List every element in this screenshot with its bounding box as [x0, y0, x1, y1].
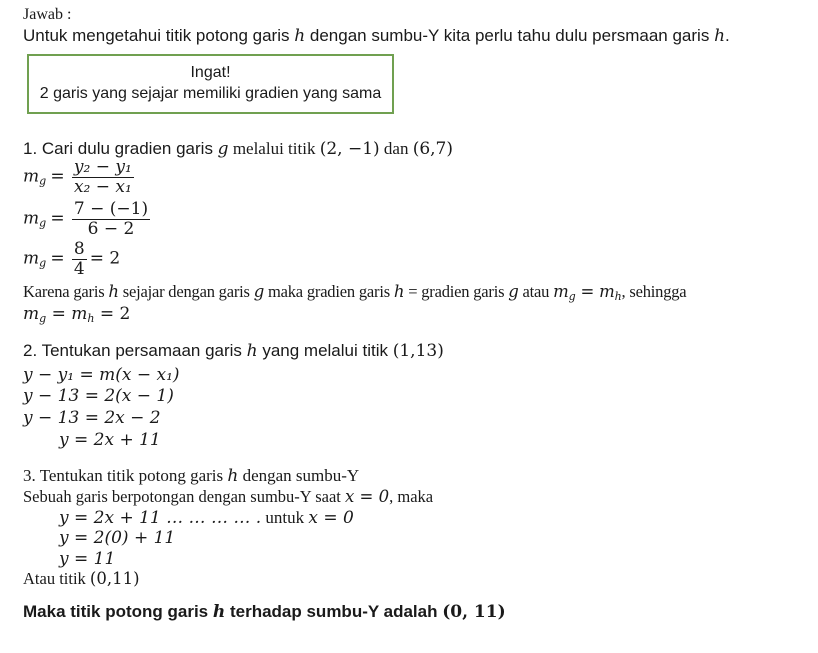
m-symbol: m [23, 208, 40, 229]
equals-sign: = [50, 166, 65, 187]
subscript-g: g [39, 312, 47, 325]
denominator: x₂ − x₁ [73, 177, 132, 197]
var-h: h [294, 26, 306, 46]
answer-point: (0, 11) [442, 602, 506, 622]
parallel-explanation [23, 282, 686, 303]
condition: x = 0 [344, 487, 390, 506]
text: atau [518, 282, 554, 301]
numerator: 7 − (−1) [73, 199, 149, 219]
subscript-g: g [39, 256, 47, 270]
text: , maka [389, 487, 434, 506]
m-symbol: m [23, 248, 40, 269]
numerator: y₂ − y₁ [73, 157, 132, 177]
subscript-h: h [87, 312, 95, 325]
result: = 2 [94, 304, 131, 324]
conclusion-text: Maka titik potong garis [23, 602, 213, 621]
point-2: (6,7) [412, 139, 454, 159]
step3-title-text: 3. Tentukan titik potong garis [23, 466, 228, 485]
var-g: g [253, 282, 265, 301]
gradient-substitution [23, 200, 153, 239]
subscript-g: g [39, 216, 47, 230]
result: = 2 [89, 248, 121, 269]
text: maka gradien garis [264, 282, 394, 301]
intro-text-1: Untuk mengetahui titik potong garis [23, 26, 295, 45]
equation-line: y − 13 = 2x − 2 [23, 408, 161, 428]
conclusion [23, 602, 506, 622]
var-h: h [227, 466, 239, 486]
condition: x = 0 [308, 508, 354, 528]
denominator: 6 − 2 [87, 219, 135, 239]
point: (1,13) [392, 341, 444, 361]
point-statement [23, 569, 140, 589]
conclusion-text-2: terhadap sumbu-Y adalah [225, 602, 443, 621]
reminder-text: 2 garis yang sejajar memiliki gradien yang sama [39, 85, 382, 102]
equation-line: y = 11 [59, 549, 116, 569]
step1-dan: dan [379, 139, 413, 158]
fraction [72, 200, 150, 239]
point: (0,11) [89, 569, 140, 588]
equals-sign: = [50, 208, 65, 229]
reminder-box [27, 54, 394, 114]
var-g: g [217, 139, 229, 159]
step2-title-text: 2. Tentukan persamaan garis [23, 341, 247, 360]
subscript-h: h [614, 290, 622, 303]
step1-title-text-2: melalui titik [228, 139, 320, 158]
fraction [72, 158, 134, 197]
subscript-g: g [39, 174, 47, 188]
var-h: h [212, 602, 226, 622]
m-symbol: m [23, 304, 40, 324]
equals-m: = m [575, 282, 615, 301]
var-h: h [108, 282, 119, 301]
equation-line: y − 13 = 2(x − 1) [23, 386, 174, 406]
answer-label: Jawab : [23, 6, 72, 23]
gradient-equality [23, 304, 130, 325]
gradient-result [23, 240, 120, 279]
intro-dot: . [725, 26, 730, 45]
text: sejajar dengan garis [118, 282, 254, 301]
m-symbol: m [553, 282, 569, 301]
substitution-line [59, 508, 354, 528]
text: , sehingga [621, 282, 687, 301]
gradient-formula [23, 158, 137, 197]
m-symbol: m [23, 166, 40, 187]
numerator: 8 [73, 239, 85, 259]
equation: y = 2x + 11 … … … … . [59, 508, 262, 528]
step1-title-text: 1. Cari dulu gradien garis [23, 139, 218, 158]
point-1: (2, −1) [319, 139, 380, 159]
var-h: h [393, 282, 405, 301]
text: untuk [261, 508, 309, 527]
point-slope-formula: y − y₁ = m(x − x₁) [23, 365, 180, 385]
equals-sign: = [50, 248, 65, 269]
step3-title-text-2: dengan sumbu-Y [238, 466, 360, 485]
step2-title [23, 341, 444, 361]
equation-line: y = 2(0) + 11 [59, 528, 176, 548]
text: = gradien garis [404, 282, 509, 301]
step2-title-text-2: yang melalui titik [257, 341, 393, 360]
fraction [72, 240, 87, 279]
reminder-title: Ingat! [190, 64, 231, 81]
step1-title [23, 139, 453, 159]
text: Karena garis [23, 282, 109, 301]
y-intercept-condition [23, 487, 433, 507]
equals-m: = m [46, 304, 88, 324]
text: Sebuah garis berpotongan dengan sumbu-Y saat [23, 487, 345, 506]
intro-text-2: dengan sumbu-Y kita perlu tahu dulu persmaan garis [305, 26, 715, 45]
line-h-equation: y = 2x + 11 [59, 430, 161, 450]
text: Atau titik [23, 569, 90, 588]
var-h: h [246, 341, 258, 361]
intro-sentence [23, 26, 730, 46]
subscript-g: g [568, 290, 576, 303]
step3-title [23, 466, 359, 486]
denominator: 4 [73, 259, 85, 279]
var-h: h [714, 26, 726, 46]
var-g: g [508, 282, 519, 301]
